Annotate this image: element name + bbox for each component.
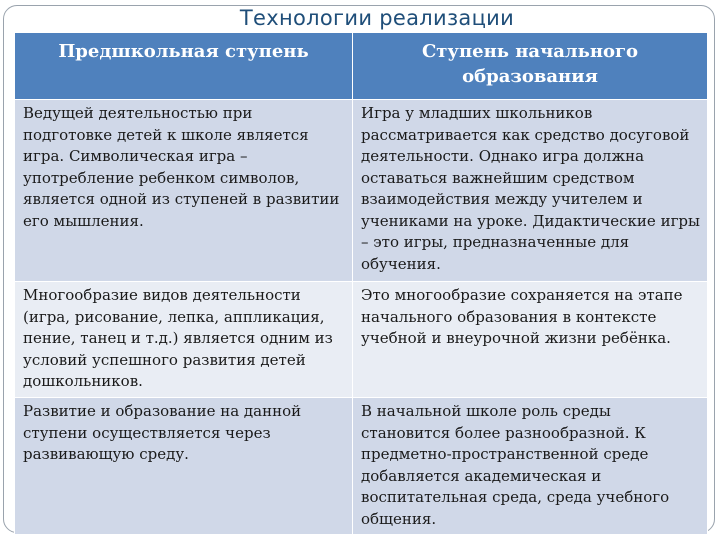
table-header-row — [15, 33, 708, 100]
header-preschool: Предшкольная ступень — [15, 33, 353, 100]
table-row — [15, 282, 708, 398]
cell-preschool: Ведущей деятельностью при подготовке детей к школе является игра. Символическая игра – употребление ребенком символов, является одной из ступеней в развитии его мышления. — [15, 100, 353, 282]
slide-title: Технологии реализации — [239, 6, 515, 30]
cell-preschool: Многообразие видов деятельности (игра, рисование, лепка, аппликация, пение, танец и т.д.) является одним из условий успешного развития детей дошкольников. — [15, 282, 353, 398]
header-primary: Ступень начального образования — [353, 33, 708, 100]
comparison-table — [14, 32, 708, 535]
cell-preschool: Развитие и образование на данной ступени осуществляется через развивающую среду. — [15, 398, 353, 535]
cell-primary: Игра у младших школьников рассматривается как средство досуговой деятельности. Однако игра должна оставаться важнейшим средством взаимодействия между учителем и учениками на уроке. Дидактические игры – это игры, предназначенные для обучения. — [353, 100, 708, 282]
table-row — [15, 100, 708, 282]
table-row — [15, 398, 708, 535]
cell-primary: В начальной школе роль среды становится более разнообразной. К предметно-пространственной среде добавляется академическая и воспитательная среда, среда учебного общения. — [353, 398, 708, 535]
cell-primary: Это многообразие сохраняется на этапе начального образования в контексте учебной и внеурочной жизни ребёнка. — [353, 282, 708, 398]
